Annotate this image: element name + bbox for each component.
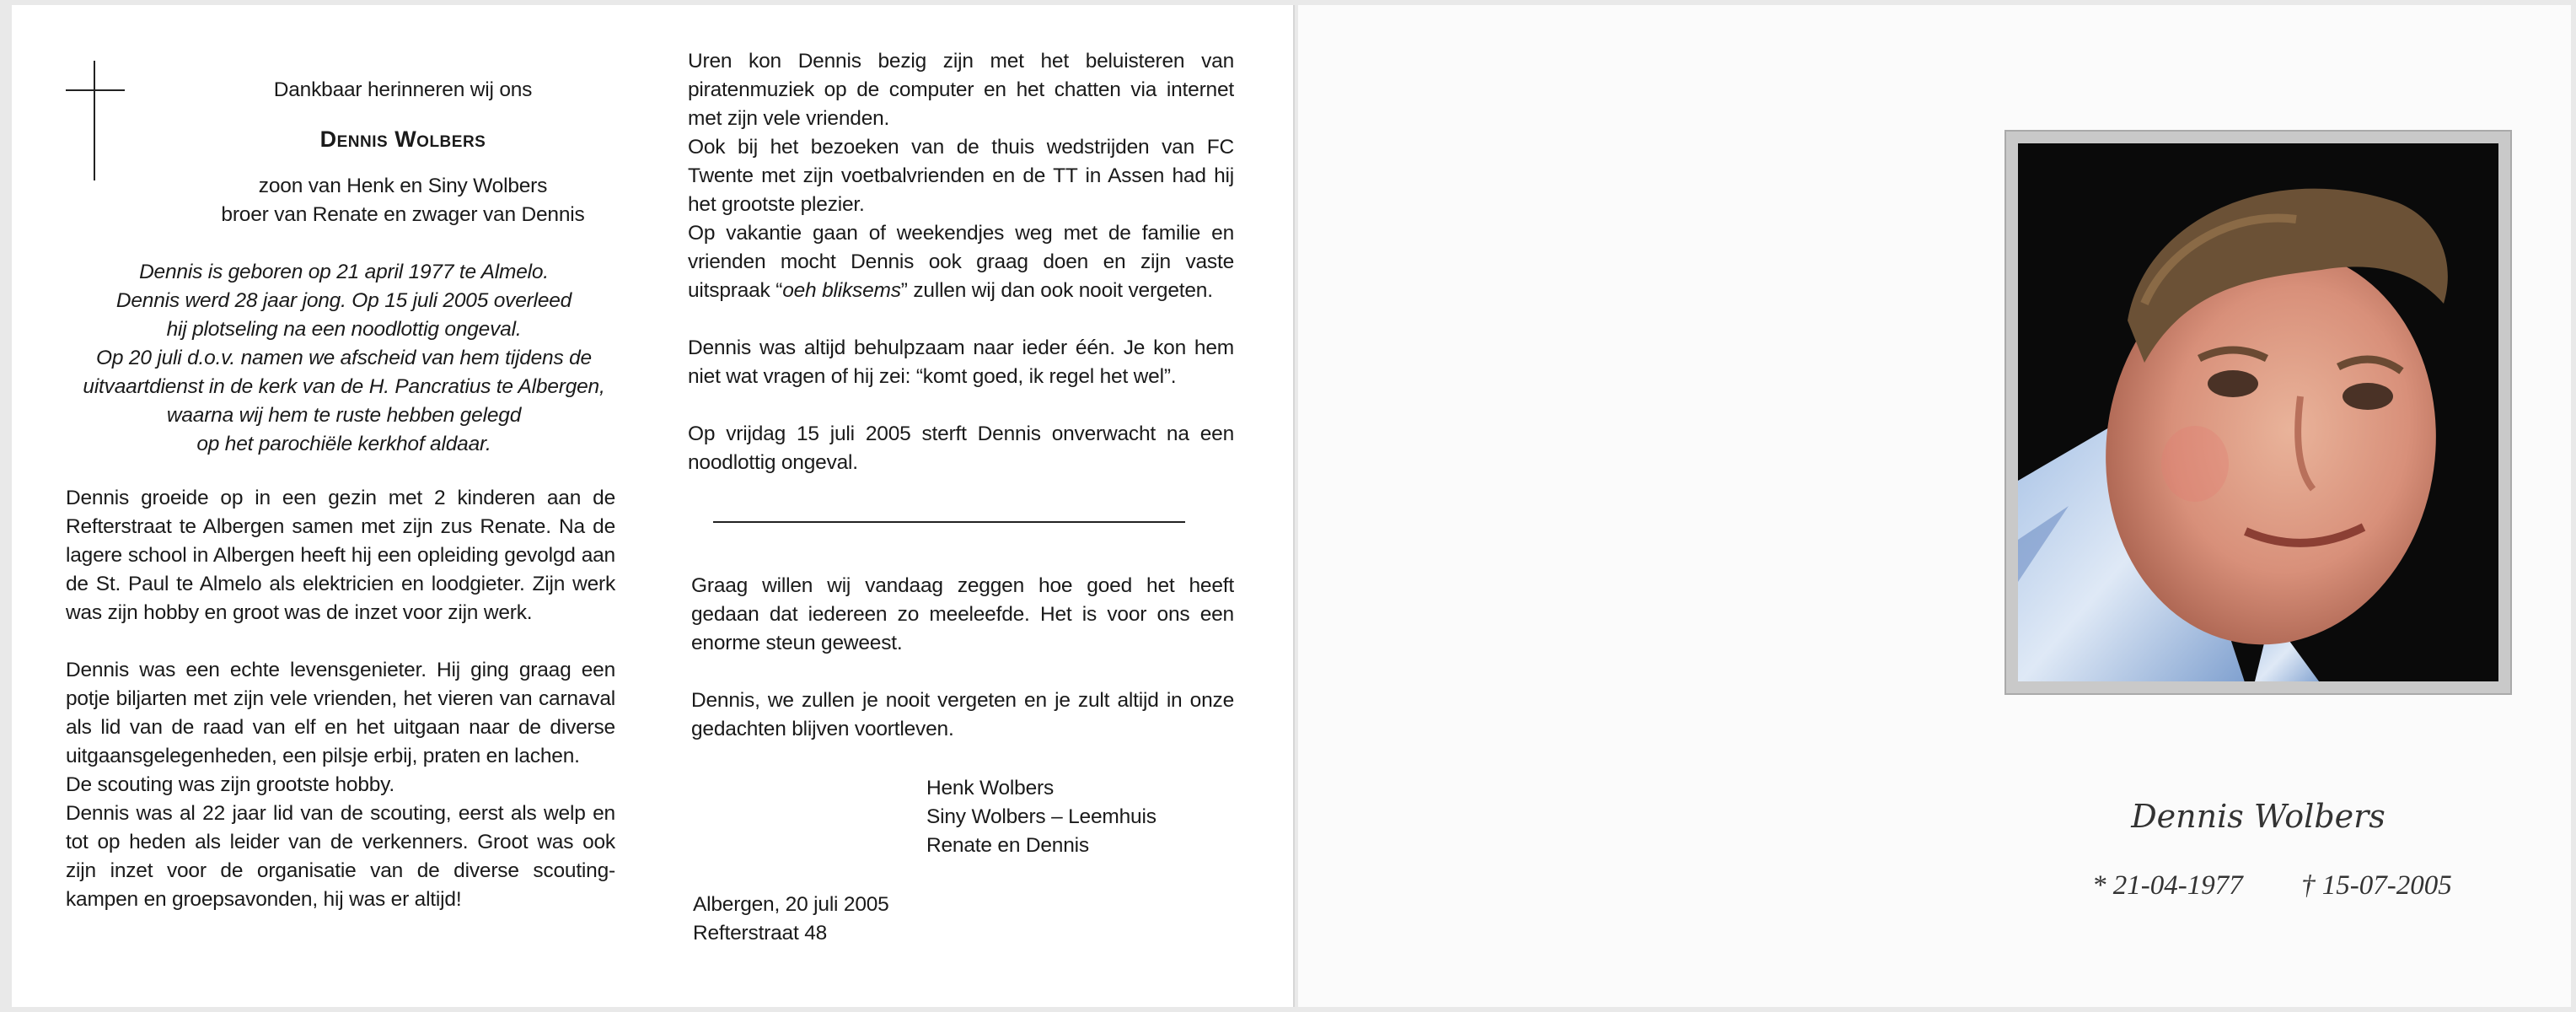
paragraph-scouting-hobby: De scouting was zijn grootste hobby.: [66, 773, 395, 796]
bio-line: waarna wij hem te ruste hebben gelegd: [166, 404, 522, 427]
relation-line: broer van Renate en zwager van Dennis: [221, 203, 585, 226]
deceased-name-heading: Dennis Wolbers: [319, 126, 486, 152]
signature-line: Henk Wolbers: [926, 777, 1055, 799]
relation-line: zoon van Henk en Siny Wolbers: [258, 175, 548, 197]
right-page-card: [1298, 5, 2571, 1007]
bio-line: hij plotseling na een noodlottig ongeval.: [166, 318, 522, 341]
signature-line: Siny Wolbers – Leemhuis: [926, 805, 1157, 828]
bio-line: op het parochiële kerkhof aldaar.: [196, 433, 491, 455]
birth-date: * 21-04-1977: [2092, 870, 2243, 901]
address: Refterstraat 48: [693, 922, 828, 945]
paragraph-life: Dennis was een echte levensgenieter. Hij ging graag een potje biljarten met zijn vele vrienden, het vieren van carnaval als lid van de raad van elf en het uitgaan naar de diverse uitgaansgelegenheden, een pilsje erbij, praten en lachen.: [66, 659, 615, 767]
death-date: † 15-07-2005: [2301, 870, 2452, 901]
bio-line: Dennis is geboren op 21 april 1977 te Almelo.: [139, 261, 549, 283]
card-name: Dennis Wolbers: [2131, 798, 2385, 835]
divider-line: [713, 521, 1185, 523]
paragraph-music: Uren kon Dennis bezig zijn met het beluisteren van piratenmuziek op de computer en het chatten via internet met zijn vele vrienden.: [688, 50, 1234, 130]
thanks-block: [691, 572, 1234, 744]
left-column: [66, 76, 622, 914]
paragraph-helpful: Dennis was altijd behulpzaam naar ieder één. Je kon hem niet wat vragen of hij zei: “komt goed, ik regel het wel”.: [688, 336, 1234, 388]
place-date-block: [693, 891, 1047, 948]
paragraph-death: Op vrijdag 15 juli 2005 sterft Dennis onverwacht na een noodlottig ongeval.: [688, 423, 1234, 474]
portrait-photo: [2018, 143, 2498, 681]
place-date: Albergen, 20 juli 2005: [693, 893, 889, 916]
signatures: [926, 774, 1230, 860]
paragraph-upbringing: Dennis groeide op in een gezin met 2 kinderen aan de Refterstraat te Albergen samen met zijn zus Renate. Na de lagere school in Albergen heeft hij een opleiding gevolgd aan de St. Paul te Almelo als elektricien en loodgieter. Zijn werk was zijn hobby en groot was de inzet voor zijn werk.: [66, 487, 615, 624]
quote-saying: oeh bliksems: [782, 279, 901, 302]
bio-italic-block: [66, 258, 622, 459]
signature-line: Renate en Dennis: [926, 834, 1089, 857]
paragraph-holiday: Op vakantie gaan of weekendjes weg met de familie en vrienden mocht Dennis ook graag doen en zijn vaste uitspraak “oeh bliksems” zullen wij dan ook nooit vergeten.: [688, 222, 1234, 302]
bio-line: uitvaartdienst in de kerk van de H. Pancratius te Albergen,: [83, 375, 605, 398]
right-column: [688, 47, 1234, 477]
bio-line: Op 20 juli d.o.v. namen we afscheid van hem tijdens de: [96, 347, 592, 369]
bio-line: Dennis werd 28 jaar jong. Op 15 juli 2005 overleed: [115, 289, 572, 312]
photo-frame: [2004, 130, 2512, 695]
paragraph-thanks: Graag willen wij vandaag zeggen hoe goed het heeft gedaan dat iedereen zo meeleefde. Het is voor ons een enorme steun geweest.: [691, 574, 1234, 654]
left-page-spread: [12, 5, 1295, 1007]
paragraph-football: Ook bij het bezoeken van de thuis wedstrijden van FC Twente met zijn voetbalvrienden en de TT in Assen had hij het grootste plezier.: [688, 136, 1234, 216]
intro-line: Dankbaar herinneren wij ons: [273, 78, 533, 101]
paragraph-farewell: Dennis, we zullen je nooit vergeten en je zult altijd in onze gedachten blijven voortleven.: [691, 689, 1234, 740]
paragraph-scouting: Dennis was al 22 jaar lid van de scouting, eerst als welp en tot op heden als leider van de verkenners. Groot was ook zijn inzet voor de organisatie van de diverse scouting-kampen en groepsavonden, hij was er altijd!: [66, 802, 615, 911]
portrait-illustration: [2018, 143, 2498, 681]
